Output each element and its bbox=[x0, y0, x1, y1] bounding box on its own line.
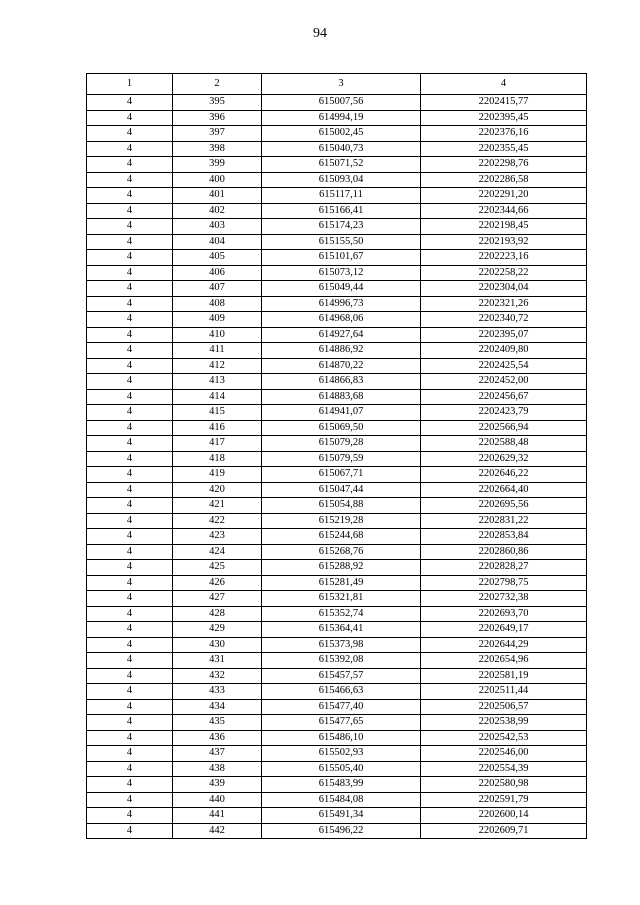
cell-point-number: 419 bbox=[173, 467, 262, 483]
cell-x-coordinate: 615002,45 bbox=[262, 126, 421, 142]
cell-zone: 4 bbox=[87, 637, 173, 653]
cell-zone: 4 bbox=[87, 482, 173, 498]
cell-y-coordinate: 2202423,79 bbox=[421, 405, 587, 421]
cell-point-number: 423 bbox=[173, 529, 262, 545]
cell-y-coordinate: 2202409,80 bbox=[421, 343, 587, 359]
cell-zone: 4 bbox=[87, 265, 173, 281]
table-row bbox=[87, 234, 587, 250]
table-row bbox=[87, 668, 587, 684]
table-row bbox=[87, 699, 587, 715]
cell-zone: 4 bbox=[87, 451, 173, 467]
cell-x-coordinate: 614866,83 bbox=[262, 374, 421, 390]
cell-point-number: 398 bbox=[173, 141, 262, 157]
cell-y-coordinate: 2202654,96 bbox=[421, 653, 587, 669]
table-row bbox=[87, 327, 587, 343]
table-row bbox=[87, 823, 587, 839]
cell-point-number: 442 bbox=[173, 823, 262, 839]
table-row bbox=[87, 513, 587, 529]
cell-y-coordinate: 2202223,16 bbox=[421, 250, 587, 266]
cell-x-coordinate: 615477,40 bbox=[262, 699, 421, 715]
cell-point-number: 440 bbox=[173, 792, 262, 808]
cell-point-number: 396 bbox=[173, 110, 262, 126]
cell-zone: 4 bbox=[87, 653, 173, 669]
cell-y-coordinate: 2202554,39 bbox=[421, 761, 587, 777]
table-row bbox=[87, 110, 587, 126]
cell-point-number: 397 bbox=[173, 126, 262, 142]
cell-x-coordinate: 615049,44 bbox=[262, 281, 421, 297]
cell-point-number: 403 bbox=[173, 219, 262, 235]
cell-point-number: 437 bbox=[173, 746, 262, 762]
header-col-4: 4 bbox=[421, 74, 587, 95]
cell-x-coordinate: 615007,56 bbox=[262, 95, 421, 111]
table-row bbox=[87, 374, 587, 390]
cell-point-number: 430 bbox=[173, 637, 262, 653]
cell-point-number: 399 bbox=[173, 157, 262, 173]
cell-x-coordinate: 614968,06 bbox=[262, 312, 421, 328]
table-row bbox=[87, 126, 587, 142]
cell-y-coordinate: 2202566,94 bbox=[421, 420, 587, 436]
cell-zone: 4 bbox=[87, 188, 173, 204]
cell-point-number: 415 bbox=[173, 405, 262, 421]
cell-zone: 4 bbox=[87, 343, 173, 359]
table-row bbox=[87, 560, 587, 576]
cell-point-number: 439 bbox=[173, 777, 262, 793]
cell-zone: 4 bbox=[87, 126, 173, 142]
cell-zone: 4 bbox=[87, 250, 173, 266]
cell-point-number: 434 bbox=[173, 699, 262, 715]
table-row bbox=[87, 172, 587, 188]
cell-x-coordinate: 615054,88 bbox=[262, 498, 421, 514]
cell-x-coordinate: 615483,99 bbox=[262, 777, 421, 793]
cell-y-coordinate: 2202860,86 bbox=[421, 544, 587, 560]
coordinates-table bbox=[86, 73, 587, 839]
cell-point-number: 435 bbox=[173, 715, 262, 731]
cell-point-number: 413 bbox=[173, 374, 262, 390]
cell-x-coordinate: 615505,40 bbox=[262, 761, 421, 777]
page-number: 94 bbox=[313, 26, 327, 41]
cell-zone: 4 bbox=[87, 513, 173, 529]
header-col-3: 3 bbox=[262, 74, 421, 95]
table-row bbox=[87, 544, 587, 560]
cell-x-coordinate: 615457,57 bbox=[262, 668, 421, 684]
table-row bbox=[87, 529, 587, 545]
cell-y-coordinate: 2202506,57 bbox=[421, 699, 587, 715]
cell-zone: 4 bbox=[87, 389, 173, 405]
cell-zone: 4 bbox=[87, 203, 173, 219]
table-row bbox=[87, 591, 587, 607]
cell-x-coordinate: 614994,19 bbox=[262, 110, 421, 126]
cell-x-coordinate: 615219,28 bbox=[262, 513, 421, 529]
cell-point-number: 400 bbox=[173, 172, 262, 188]
table-row bbox=[87, 575, 587, 591]
cell-y-coordinate: 2202376,16 bbox=[421, 126, 587, 142]
table-row bbox=[87, 622, 587, 638]
table-row bbox=[87, 792, 587, 808]
cell-y-coordinate: 2202629,32 bbox=[421, 451, 587, 467]
cell-zone: 4 bbox=[87, 110, 173, 126]
cell-y-coordinate: 2202853,84 bbox=[421, 529, 587, 545]
table-row bbox=[87, 250, 587, 266]
table-row bbox=[87, 715, 587, 731]
table-row bbox=[87, 157, 587, 173]
cell-point-number: 438 bbox=[173, 761, 262, 777]
cell-zone: 4 bbox=[87, 684, 173, 700]
cell-point-number: 418 bbox=[173, 451, 262, 467]
cell-x-coordinate: 615117,11 bbox=[262, 188, 421, 204]
cell-point-number: 410 bbox=[173, 327, 262, 343]
cell-point-number: 407 bbox=[173, 281, 262, 297]
cell-point-number: 405 bbox=[173, 250, 262, 266]
cell-y-coordinate: 2202286,58 bbox=[421, 172, 587, 188]
cell-x-coordinate: 614941,07 bbox=[262, 405, 421, 421]
cell-y-coordinate: 2202581,19 bbox=[421, 668, 587, 684]
cell-x-coordinate: 615392,08 bbox=[262, 653, 421, 669]
cell-x-coordinate: 615047,44 bbox=[262, 482, 421, 498]
cell-zone: 4 bbox=[87, 746, 173, 762]
cell-zone: 4 bbox=[87, 172, 173, 188]
table-row bbox=[87, 343, 587, 359]
cell-point-number: 436 bbox=[173, 730, 262, 746]
cell-zone: 4 bbox=[87, 234, 173, 250]
table-row bbox=[87, 203, 587, 219]
cell-point-number: 421 bbox=[173, 498, 262, 514]
cell-y-coordinate: 2202304,04 bbox=[421, 281, 587, 297]
cell-x-coordinate: 615491,34 bbox=[262, 808, 421, 824]
cell-zone: 4 bbox=[87, 606, 173, 622]
cell-y-coordinate: 2202828,27 bbox=[421, 560, 587, 576]
table-row bbox=[87, 684, 587, 700]
table-body bbox=[87, 95, 587, 839]
table-header-row bbox=[87, 74, 587, 95]
cell-y-coordinate: 2202395,07 bbox=[421, 327, 587, 343]
cell-point-number: 429 bbox=[173, 622, 262, 638]
cell-y-coordinate: 2202600,14 bbox=[421, 808, 587, 824]
table-row bbox=[87, 141, 587, 157]
cell-zone: 4 bbox=[87, 296, 173, 312]
cell-zone: 4 bbox=[87, 699, 173, 715]
cell-y-coordinate: 2202511,44 bbox=[421, 684, 587, 700]
cell-zone: 4 bbox=[87, 498, 173, 514]
table-row bbox=[87, 389, 587, 405]
cell-zone: 4 bbox=[87, 823, 173, 839]
cell-x-coordinate: 614996,73 bbox=[262, 296, 421, 312]
cell-x-coordinate: 615281,49 bbox=[262, 575, 421, 591]
cell-zone: 4 bbox=[87, 467, 173, 483]
cell-x-coordinate: 615477,65 bbox=[262, 715, 421, 731]
cell-x-coordinate: 615071,52 bbox=[262, 157, 421, 173]
cell-y-coordinate: 2202415,77 bbox=[421, 95, 587, 111]
cell-y-coordinate: 2202664,40 bbox=[421, 482, 587, 498]
table-row bbox=[87, 265, 587, 281]
cell-point-number: 416 bbox=[173, 420, 262, 436]
table-row bbox=[87, 95, 587, 111]
table-row bbox=[87, 436, 587, 452]
cell-point-number: 395 bbox=[173, 95, 262, 111]
table-row bbox=[87, 405, 587, 421]
cell-zone: 4 bbox=[87, 327, 173, 343]
cell-point-number: 406 bbox=[173, 265, 262, 281]
cell-x-coordinate: 615244,68 bbox=[262, 529, 421, 545]
cell-zone: 4 bbox=[87, 777, 173, 793]
cell-x-coordinate: 615373,98 bbox=[262, 637, 421, 653]
cell-x-coordinate: 615268,76 bbox=[262, 544, 421, 560]
cell-y-coordinate: 2202646,22 bbox=[421, 467, 587, 483]
cell-y-coordinate: 2202355,45 bbox=[421, 141, 587, 157]
cell-y-coordinate: 2202538,99 bbox=[421, 715, 587, 731]
cell-x-coordinate: 615364,41 bbox=[262, 622, 421, 638]
cell-zone: 4 bbox=[87, 560, 173, 576]
cell-y-coordinate: 2202456,67 bbox=[421, 389, 587, 405]
table-row bbox=[87, 808, 587, 824]
table-row bbox=[87, 467, 587, 483]
cell-zone: 4 bbox=[87, 358, 173, 374]
cell-y-coordinate: 2202344,66 bbox=[421, 203, 587, 219]
cell-y-coordinate: 2202193,92 bbox=[421, 234, 587, 250]
cell-y-coordinate: 2202695,56 bbox=[421, 498, 587, 514]
cell-y-coordinate: 2202693,70 bbox=[421, 606, 587, 622]
cell-point-number: 402 bbox=[173, 203, 262, 219]
table-row bbox=[87, 777, 587, 793]
cell-zone: 4 bbox=[87, 591, 173, 607]
cell-point-number: 441 bbox=[173, 808, 262, 824]
table-row bbox=[87, 358, 587, 374]
cell-y-coordinate: 2202291,20 bbox=[421, 188, 587, 204]
table-row bbox=[87, 296, 587, 312]
cell-point-number: 414 bbox=[173, 389, 262, 405]
cell-point-number: 433 bbox=[173, 684, 262, 700]
cell-zone: 4 bbox=[87, 420, 173, 436]
header-col-1: 1 bbox=[87, 74, 173, 95]
cell-point-number: 428 bbox=[173, 606, 262, 622]
cell-point-number: 417 bbox=[173, 436, 262, 452]
cell-y-coordinate: 2202395,45 bbox=[421, 110, 587, 126]
cell-zone: 4 bbox=[87, 436, 173, 452]
table-row bbox=[87, 653, 587, 669]
cell-x-coordinate: 614886,92 bbox=[262, 343, 421, 359]
cell-zone: 4 bbox=[87, 715, 173, 731]
cell-zone: 4 bbox=[87, 575, 173, 591]
cell-y-coordinate: 2202425,54 bbox=[421, 358, 587, 374]
cell-point-number: 420 bbox=[173, 482, 262, 498]
cell-y-coordinate: 2202298,76 bbox=[421, 157, 587, 173]
cell-point-number: 412 bbox=[173, 358, 262, 374]
cell-point-number: 401 bbox=[173, 188, 262, 204]
cell-point-number: 409 bbox=[173, 312, 262, 328]
cell-x-coordinate: 615093,04 bbox=[262, 172, 421, 188]
cell-y-coordinate: 2202580,98 bbox=[421, 777, 587, 793]
cell-x-coordinate: 614883,68 bbox=[262, 389, 421, 405]
cell-y-coordinate: 2202546,00 bbox=[421, 746, 587, 762]
cell-zone: 4 bbox=[87, 808, 173, 824]
cell-zone: 4 bbox=[87, 730, 173, 746]
cell-x-coordinate: 615174,23 bbox=[262, 219, 421, 235]
cell-y-coordinate: 2202732,38 bbox=[421, 591, 587, 607]
table-row bbox=[87, 761, 587, 777]
cell-zone: 4 bbox=[87, 219, 173, 235]
cell-zone: 4 bbox=[87, 95, 173, 111]
cell-y-coordinate: 2202321,26 bbox=[421, 296, 587, 312]
table-row bbox=[87, 451, 587, 467]
cell-zone: 4 bbox=[87, 312, 173, 328]
table-row bbox=[87, 730, 587, 746]
cell-x-coordinate: 615352,74 bbox=[262, 606, 421, 622]
header-col-2: 2 bbox=[173, 74, 262, 95]
cell-y-coordinate: 2202542,53 bbox=[421, 730, 587, 746]
cell-zone: 4 bbox=[87, 668, 173, 684]
cell-x-coordinate: 615079,28 bbox=[262, 436, 421, 452]
cell-zone: 4 bbox=[87, 405, 173, 421]
cell-y-coordinate: 2202452,00 bbox=[421, 374, 587, 390]
cell-zone: 4 bbox=[87, 792, 173, 808]
cell-x-coordinate: 615321,81 bbox=[262, 591, 421, 607]
cell-x-coordinate: 615040,73 bbox=[262, 141, 421, 157]
cell-y-coordinate: 2202258,22 bbox=[421, 265, 587, 281]
cell-y-coordinate: 2202340,72 bbox=[421, 312, 587, 328]
cell-zone: 4 bbox=[87, 374, 173, 390]
table-row bbox=[87, 281, 587, 297]
table-row bbox=[87, 219, 587, 235]
cell-y-coordinate: 2202609,71 bbox=[421, 823, 587, 839]
cell-zone: 4 bbox=[87, 529, 173, 545]
cell-x-coordinate: 615466,63 bbox=[262, 684, 421, 700]
cell-y-coordinate: 2202831,22 bbox=[421, 513, 587, 529]
cell-x-coordinate: 614870,22 bbox=[262, 358, 421, 374]
cell-point-number: 425 bbox=[173, 560, 262, 576]
cell-y-coordinate: 2202591,79 bbox=[421, 792, 587, 808]
cell-point-number: 404 bbox=[173, 234, 262, 250]
table-row bbox=[87, 420, 587, 436]
cell-zone: 4 bbox=[87, 544, 173, 560]
cell-y-coordinate: 2202588,48 bbox=[421, 436, 587, 452]
cell-y-coordinate: 2202649,17 bbox=[421, 622, 587, 638]
cell-x-coordinate: 615067,71 bbox=[262, 467, 421, 483]
cell-x-coordinate: 615101,67 bbox=[262, 250, 421, 266]
cell-point-number: 431 bbox=[173, 653, 262, 669]
cell-point-number: 424 bbox=[173, 544, 262, 560]
cell-point-number: 427 bbox=[173, 591, 262, 607]
cell-x-coordinate: 615079,59 bbox=[262, 451, 421, 467]
cell-zone: 4 bbox=[87, 157, 173, 173]
table-row bbox=[87, 498, 587, 514]
cell-point-number: 422 bbox=[173, 513, 262, 529]
cell-x-coordinate: 615496,22 bbox=[262, 823, 421, 839]
cell-y-coordinate: 2202644,29 bbox=[421, 637, 587, 653]
table-row bbox=[87, 606, 587, 622]
cell-x-coordinate: 615166,41 bbox=[262, 203, 421, 219]
cell-y-coordinate: 2202198,45 bbox=[421, 219, 587, 235]
cell-zone: 4 bbox=[87, 761, 173, 777]
cell-x-coordinate: 615486,10 bbox=[262, 730, 421, 746]
cell-zone: 4 bbox=[87, 622, 173, 638]
cell-x-coordinate: 615502,93 bbox=[262, 746, 421, 762]
cell-x-coordinate: 615073,12 bbox=[262, 265, 421, 281]
cell-x-coordinate: 615484,08 bbox=[262, 792, 421, 808]
table-row bbox=[87, 188, 587, 204]
cell-zone: 4 bbox=[87, 281, 173, 297]
cell-point-number: 408 bbox=[173, 296, 262, 312]
table-row bbox=[87, 637, 587, 653]
table-row bbox=[87, 312, 587, 328]
cell-zone: 4 bbox=[87, 141, 173, 157]
cell-x-coordinate: 615069,50 bbox=[262, 420, 421, 436]
cell-x-coordinate: 614927,64 bbox=[262, 327, 421, 343]
cell-point-number: 426 bbox=[173, 575, 262, 591]
cell-y-coordinate: 2202798,75 bbox=[421, 575, 587, 591]
cell-point-number: 432 bbox=[173, 668, 262, 684]
cell-x-coordinate: 615155,50 bbox=[262, 234, 421, 250]
table-row bbox=[87, 482, 587, 498]
cell-x-coordinate: 615288,92 bbox=[262, 560, 421, 576]
cell-point-number: 411 bbox=[173, 343, 262, 359]
table-row bbox=[87, 746, 587, 762]
